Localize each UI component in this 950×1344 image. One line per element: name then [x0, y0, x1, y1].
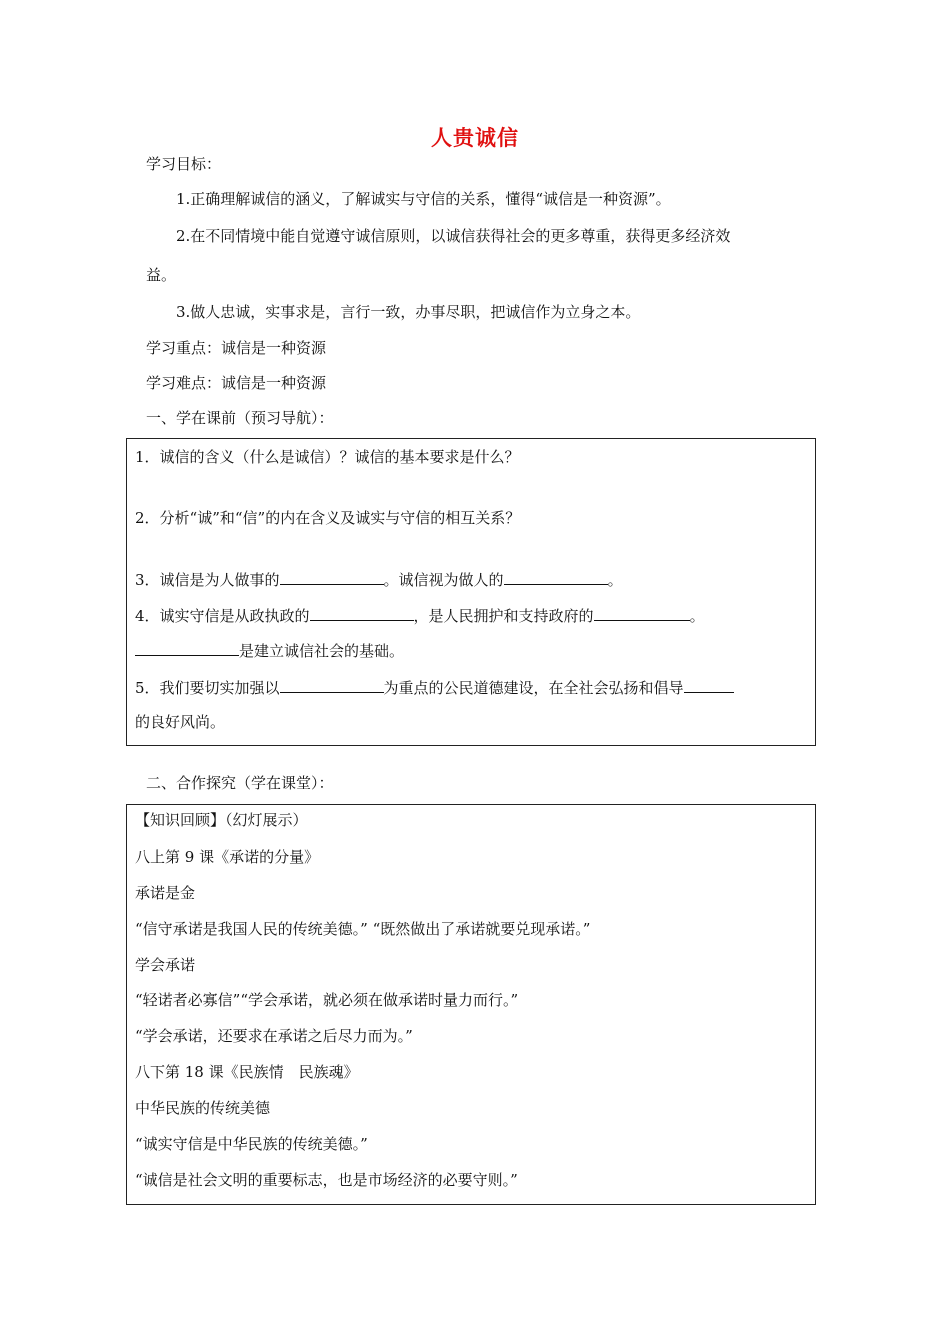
fill-blank[interactable]: [135, 640, 239, 656]
fill-blank[interactable]: [280, 677, 384, 693]
quote-line: “诚实守信是中华民族的传统美德。”: [135, 1135, 368, 1153]
question-4-text-a: 4．诚实守信是从政执政的: [135, 607, 310, 625]
objective-item-2-line-1: 2.在不同情境中能自觉遵守诚信原则，以诚信获得社会的更多尊重，获得更多经济效: [176, 227, 731, 245]
objective-item-2-line-2: 益。: [146, 266, 177, 284]
section1-heading: 一、学在课前（预习导航）：: [146, 409, 334, 427]
fill-blank[interactable]: [594, 605, 690, 621]
question-4: [135, 605, 705, 626]
fill-blank[interactable]: [280, 569, 384, 585]
question-4-line-2-text: 是建立诚信社会的基础。: [239, 642, 405, 660]
quote-line: “诚信是社会文明的重要标志，也是市场经济的必要守则。”: [135, 1171, 518, 1189]
question-4-text-b: ，是人民拥护和支持政府的: [413, 607, 594, 625]
knowledge-review-heading: 【知识回顾】（幻灯展示）: [135, 811, 308, 829]
question-1: 1．诚信的含义（什么是诚信）？诚信的基本要求是什么？: [135, 448, 520, 466]
objectives-heading: 学习目标：: [146, 155, 222, 173]
question-5-text-a: 5．我们要切实加强以: [135, 679, 280, 697]
classroom-box: [126, 804, 816, 1205]
objective-item-3: 3.做人忠诚，实事求是，言行一致，办事尽职，把诚信作为立身之本。: [176, 303, 641, 321]
subheading: 中华民族的传统美德: [135, 1099, 271, 1117]
section2-heading: 二、合作探究（学在课堂）：: [146, 774, 334, 792]
learning-difficulty: 学习难点：诚信是一种资源: [146, 374, 327, 392]
question-4-text-c: 。: [689, 607, 705, 625]
objective-item-1: 1.正确理解诚信的涵义，了解诚实与守信的关系，懂得“诚信是一种资源”。: [176, 190, 671, 208]
fill-blank[interactable]: [504, 569, 608, 585]
question-3-text-a: 3．诚信是为人做事的: [135, 571, 280, 589]
question-3-text-c: 。: [607, 571, 623, 589]
quote-line: “信守承诺是我国人民的传统美德。” “既然做出了承诺就要兑现承诺。”: [135, 920, 591, 938]
page-title: 人贵诚信: [431, 126, 519, 150]
question-3: [135, 569, 623, 590]
fill-blank[interactable]: [684, 677, 734, 693]
question-5-line-2: 的良好风尚。: [135, 713, 226, 731]
subheading: 学会承诺: [135, 956, 196, 974]
question-3-text-b: 。诚信视为做人的: [383, 571, 504, 589]
fill-blank[interactable]: [310, 605, 414, 621]
preview-box: [126, 438, 816, 746]
question-2: 2．分析“诚”和“信”的内在含义及诚实与守信的相互关系？: [135, 509, 521, 527]
question-5-text-b: 为重点的公民道德建设，在全社会弘扬和倡导: [383, 679, 684, 697]
subheading: 承诺是金: [135, 884, 196, 902]
question-5: [135, 677, 734, 698]
quote-line: “轻诺者必寡信”“学会承诺，就必须在做承诺时量力而行。”: [135, 991, 519, 1009]
lesson-reference: 八上第 9 课《承诺的分量》: [135, 848, 320, 866]
learning-focus: 学习重点：诚信是一种资源: [146, 339, 327, 357]
quote-line: “学会承诺，还要求在承诺之后尽力而为。”: [135, 1027, 413, 1045]
lesson-reference: 八下第 18 课《民族情 民族魂》: [135, 1063, 359, 1081]
question-4-line-2: [135, 640, 404, 661]
